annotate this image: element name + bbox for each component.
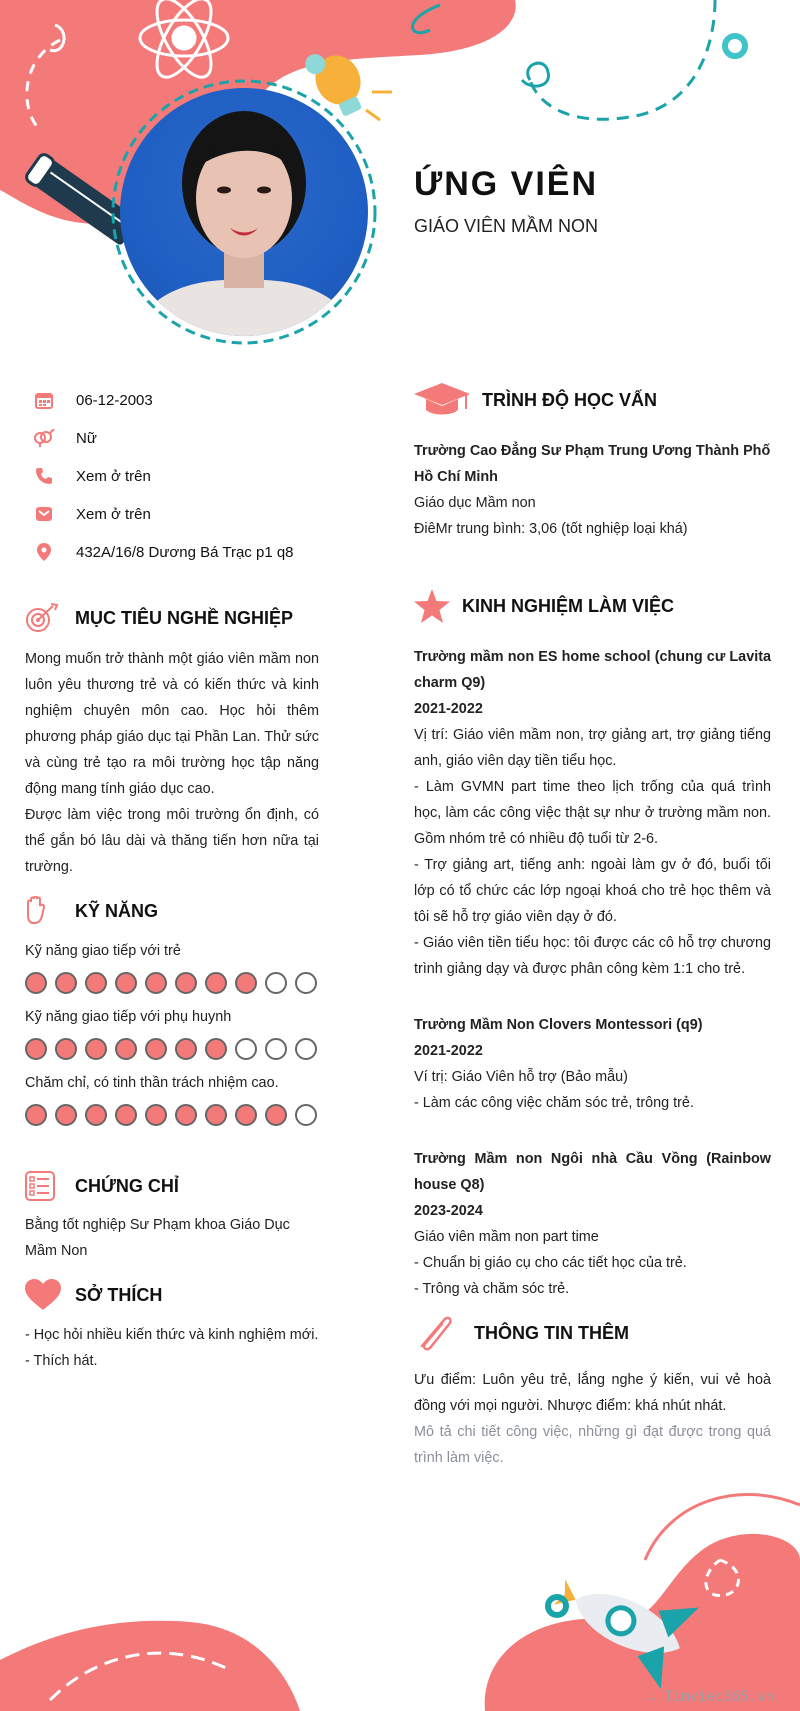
address-text: 432A/16/8 Dương Bá Trạc p1 q8: [76, 543, 294, 561]
hobby-item: - Học hỏi nhiều kiến thức và kinh nghiệm mới.: [25, 1327, 319, 1343]
skills-heading: [25, 892, 319, 930]
rating-dot-filled: [85, 1038, 107, 1060]
profile-photo-frame: [112, 80, 376, 344]
education-entry: [414, 438, 771, 542]
rating-dot-filled: [175, 1038, 197, 1060]
location-pin-icon: [26, 543, 62, 561]
rating-dot-filled: [85, 972, 107, 994]
job-detail: - Giáo viên tiền tiểu học: tôi được các cô hỗ trợ chương trình giảng dạy và được phân công kèm 1:1 cho trẻ.: [414, 935, 771, 977]
skills-list: [25, 938, 319, 1126]
job-period: 2021-2022: [414, 1043, 483, 1059]
rating-dot-filled: [115, 1104, 137, 1126]
birthday-text: 06-12-2003: [76, 391, 153, 409]
jobs-list: [414, 644, 771, 1302]
job-detail: Ví trị: Giáo Viên hỗ trợ (Bảo mẫu): [414, 1069, 628, 1085]
additional-text: Ưu điểm: Luôn yêu trẻ, lắng nghe ý kiến, vui vẻ hoà đồng với mọi người. Nhược điểm: khá nhút nhát.: [414, 1372, 771, 1414]
objective-text-2: Được làm việc trong môi trường ổn định, có thể gắn bó lâu dài và thăng tiến hơn nữa tại trường.: [25, 807, 319, 875]
hand-icon: [25, 896, 75, 926]
job-period: 2021-2022: [414, 701, 483, 717]
education-gpa: ĐiêMr trung bình: 3,06 (tốt nghiệp loại khá): [414, 521, 688, 537]
rating-dot-filled: [145, 1104, 167, 1126]
additional-placeholder: Mô tả chi tiết công việc, những gì đạt được trong quá trình làm việc.: [414, 1424, 771, 1466]
watermark: ∴ Timviec365.vn: [647, 1689, 774, 1705]
job-detail: Giáo viên mầm non part time: [414, 1229, 599, 1245]
job-detail: - Trợ giảng art, tiếng anh: ngoài làm gv ở đó, buổi tối lớp có tổ chức các lớp ngoại khoá cho trẻ học thêm và tôi sẽ hỗ trợ giáo viên dạy ở đó.: [414, 857, 771, 925]
additional-heading: [414, 1313, 771, 1353]
rating-dot-filled: [235, 1104, 257, 1126]
rating-dot-filled: [175, 972, 197, 994]
hobbies-section: [25, 1276, 319, 1374]
experience-heading: [414, 586, 771, 626]
candidate-title: GIÁO VIÊN MẦM NON: [414, 216, 599, 236]
profile-photo: [120, 88, 368, 336]
email-text: Xem ở trên: [76, 505, 151, 523]
skill-rating: [25, 972, 319, 994]
certificate-text: Bằng tốt nghiệp Sư Phạm khoa Giáo Dục Mầm Non: [25, 1217, 290, 1259]
job-entry: [414, 1146, 771, 1302]
rating-dot-filled: [55, 1104, 77, 1126]
rating-dot-filled: [205, 1104, 227, 1126]
candidate-name: ỨNG VIÊN: [414, 165, 599, 203]
job-detail: - Làm GVMN part time theo lịch trống của quá trình học, làm các công việc thật sự như ở trường mầm non. Gồm nhóm trẻ có nhiều độ tuổi từ 2-6.: [414, 779, 771, 847]
objective-section: [25, 598, 319, 880]
certificates-heading: [25, 1168, 319, 1204]
job-detail: - Chuẩn bị giáo cụ cho các tiết học của trẻ.: [414, 1255, 687, 1271]
rating-dot-empty: [265, 972, 287, 994]
job-company: Trường Mầm non Ngôi nhà Cầu Vồng (Rainbow house Q8): [414, 1151, 771, 1193]
heart-icon: [25, 1279, 75, 1311]
gender-text: Nữ: [76, 429, 97, 447]
job-detail: - Làm các công việc chăm sóc trẻ, trông trẻ.: [414, 1095, 694, 1111]
hobby-item: - Thích hát.: [25, 1353, 98, 1369]
teal-dashed-swirl: [530, 0, 715, 119]
education-title: TRÌNH ĐỘ HỌC VẤN: [482, 389, 657, 410]
contact-email: [26, 495, 346, 533]
teal-ring: [725, 36, 745, 56]
rating-dot-filled: [25, 1104, 47, 1126]
rating-dot-empty: [295, 1038, 317, 1060]
paperclip-icon: [414, 1312, 474, 1354]
additional-title: THÔNG TIN THÊM: [474, 1322, 629, 1343]
objective-title: MỤC TIÊU NGHỀ NGHIỆP: [75, 607, 294, 628]
rating-dot-filled: [85, 1104, 107, 1126]
skill-rating: [25, 1038, 319, 1060]
rating-dot-filled: [205, 972, 227, 994]
rating-dot-empty: [265, 1038, 287, 1060]
rating-dot-filled: [145, 1038, 167, 1060]
graduation-cap-icon: [414, 383, 482, 417]
skill-rating: [25, 1104, 319, 1126]
rating-dot-empty: [295, 1104, 317, 1126]
job-company: Trường mầm non ES home school (chung cư Lavita charm Q9): [414, 649, 771, 691]
rating-dot-filled: [205, 1038, 227, 1060]
contact-info: [26, 381, 346, 571]
calendar-icon: [26, 391, 62, 409]
education-heading: [414, 380, 771, 420]
rating-dot-filled: [55, 972, 77, 994]
rating-dot-filled: [175, 1104, 197, 1126]
education-major: Giáo dục Mầm non: [414, 495, 536, 511]
experience-section: [414, 586, 771, 1332]
gender-icon: [26, 429, 62, 447]
hobbies-heading: [25, 1276, 319, 1314]
additional-section: [414, 1313, 771, 1471]
objective-heading: [25, 598, 319, 638]
phone-icon: [26, 467, 62, 485]
job-entry: [414, 644, 771, 982]
job-entry: [414, 1012, 771, 1116]
phone-text: Xem ở trên: [76, 467, 151, 485]
checklist-icon: [25, 1171, 75, 1201]
rating-dot-filled: [25, 1038, 47, 1060]
skill-label: Kỹ năng giao tiếp với phụ huynh: [25, 1009, 232, 1025]
objective-text-1: Mong muốn trở thành một giáo viên mầm non luôn yêu thương trẻ và có kiến thức và kinh nghiệm chuyên môn cao. Học hỏi thêm phương pháp giáo dục tại Phần Lan. Thử sức và cùng trẻ tạo ra môi trường học tập năng động mang tính giáo dục cao.: [25, 651, 319, 797]
skills-title: KỸ NĂNG: [75, 900, 159, 921]
education-school: Trường Cao Đẳng Sư Phạm Trung Ương Thành Phố Hồ Chí Minh: [414, 443, 771, 485]
contact-phone: [26, 457, 346, 495]
contact-birthday: [26, 381, 346, 419]
skill-label: Kỹ năng giao tiếp với trẻ: [25, 943, 181, 959]
job-detail: Vị trí: Giáo viên mầm non, trợ giảng art, trợ giảng tiếng anh, giáo viên dạy tiền tiểu học.: [414, 727, 771, 769]
target-icon: [25, 603, 75, 633]
certificates-title: CHỨNG CHỈ: [75, 1175, 179, 1196]
hobbies-title: SỞ THÍCH: [75, 1284, 163, 1305]
hobbies-list: [25, 1322, 319, 1374]
email-icon: [26, 505, 62, 523]
education-section: [414, 380, 771, 542]
experience-title: KINH NGHIỆM LÀM VIỆC: [462, 595, 675, 616]
rating-dot-filled: [145, 972, 167, 994]
rating-dot-filled: [235, 972, 257, 994]
contact-gender: [26, 419, 346, 457]
rating-dot-empty: [295, 972, 317, 994]
job-detail: - Trông và chăm sóc trẻ.: [414, 1281, 570, 1297]
rating-dot-filled: [55, 1038, 77, 1060]
rating-dot-empty: [235, 1038, 257, 1060]
skill-label: Chăm chỉ, có tinh thần trách nhiệm cao.: [25, 1075, 279, 1091]
rating-dot-filled: [265, 1104, 287, 1126]
contact-address: [26, 533, 346, 571]
name-block: [414, 165, 598, 237]
certificates-section: [25, 1168, 319, 1264]
bottom-left-blob: [0, 1621, 300, 1711]
teal-small-ring: [548, 1597, 566, 1615]
job-period: 2023-2024: [414, 1203, 483, 1219]
rating-dot-filled: [115, 972, 137, 994]
skills-section: [25, 892, 319, 1136]
rating-dot-filled: [115, 1038, 137, 1060]
job-company: Trường Mầm Non Clovers Montessori (q9): [414, 1017, 703, 1033]
star-icon: [414, 589, 462, 623]
rating-dot-filled: [25, 972, 47, 994]
